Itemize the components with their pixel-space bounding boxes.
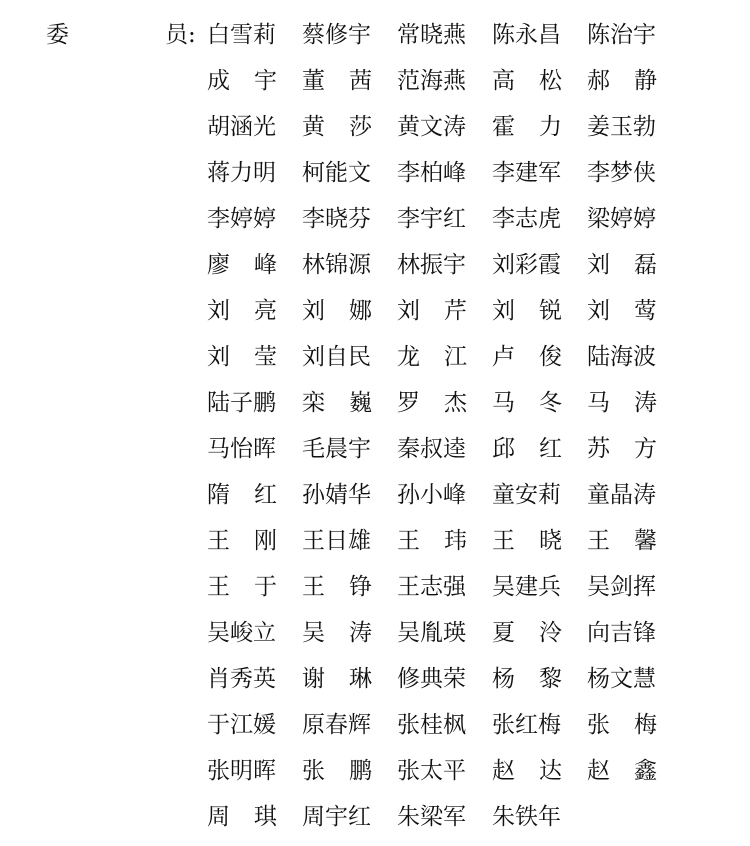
- member-name: 吴剑挥: [587, 574, 656, 600]
- member-name: 高松: [492, 68, 562, 94]
- member-name: 赵鑫: [587, 758, 657, 784]
- member-name: 梁婷婷: [587, 206, 656, 232]
- member-name: 修典荣: [397, 666, 466, 692]
- section-label-left: 委: [46, 22, 69, 48]
- member-name: 范海燕: [397, 68, 466, 94]
- member-name: 马涛: [587, 390, 657, 416]
- member-name: 张明晖: [207, 758, 276, 784]
- member-name: 李柏峰: [397, 160, 466, 186]
- member-name: 栾巍: [302, 390, 372, 416]
- member-name: 肖秀英: [207, 666, 276, 692]
- member-name: 杨黎: [492, 666, 562, 692]
- member-name: 刘彩霞: [492, 252, 561, 278]
- member-name: 李梦侠: [587, 160, 656, 186]
- member-name: 周宇红: [302, 804, 371, 830]
- member-name: 张桂枫: [397, 712, 466, 738]
- member-name: 孙婧华: [302, 482, 371, 508]
- member-name: 童安莉: [492, 482, 561, 508]
- member-name: 邱红: [492, 436, 562, 462]
- member-name: 马怡晖: [207, 436, 276, 462]
- member-name: 刘锐: [492, 298, 562, 324]
- member-name: 王玮: [397, 528, 467, 554]
- member-name: 罗杰: [397, 390, 467, 416]
- member-name: 苏方: [587, 436, 657, 462]
- member-name: 陆海波: [587, 344, 656, 370]
- member-name: 廖峰: [207, 252, 277, 278]
- member-name: 吴建兵: [492, 574, 561, 600]
- member-name: 原春辉: [302, 712, 371, 738]
- member-name: 刘芹: [397, 298, 467, 324]
- member-name: 姜玉勃: [587, 114, 656, 140]
- member-name: 张梅: [587, 712, 657, 738]
- member-name: 王于: [207, 574, 277, 600]
- member-name: 张红梅: [492, 712, 561, 738]
- member-name: 董茜: [302, 68, 372, 94]
- member-name: 李志虎: [492, 206, 561, 232]
- member-name: 童晶涛: [587, 482, 656, 508]
- member-name: 陈永昌: [492, 22, 561, 48]
- member-name: 吴峻立: [207, 620, 276, 646]
- member-name: 黄莎: [302, 114, 372, 140]
- member-name: 林锦源: [302, 252, 371, 278]
- member-name: 刘娜: [302, 298, 372, 324]
- member-name: 毛晨宇: [302, 436, 371, 462]
- member-name: 秦叔逵: [397, 436, 466, 462]
- member-name: 陆子鹏: [207, 390, 276, 416]
- member-name: 卢俊: [492, 344, 562, 370]
- member-name: 李宇红: [397, 206, 466, 232]
- member-name: 谢琳: [302, 666, 372, 692]
- member-name: 李建军: [492, 160, 561, 186]
- section-label-right: 员:: [165, 22, 196, 48]
- member-name: 刘莹: [207, 344, 277, 370]
- member-name: 刘亮: [207, 298, 277, 324]
- member-name: 王馨: [587, 528, 657, 554]
- member-name: 周琪: [207, 804, 277, 830]
- member-name: 胡涵光: [207, 114, 276, 140]
- member-name: 孙小峰: [397, 482, 466, 508]
- member-name: 蒋力明: [207, 160, 276, 186]
- member-name: 朱铁年: [492, 804, 561, 830]
- member-name: 刘磊: [587, 252, 657, 278]
- member-name: 王志强: [397, 574, 466, 600]
- member-name: 向吉锋: [587, 620, 656, 646]
- member-name: 常晓燕: [397, 22, 466, 48]
- member-name: 黄文涛: [397, 114, 466, 140]
- member-name: 霍力: [492, 114, 562, 140]
- member-name: 刘莺: [587, 298, 657, 324]
- member-name: 蔡修宇: [302, 22, 371, 48]
- member-name: 王日雄: [302, 528, 371, 554]
- member-name: 赵达: [492, 758, 562, 784]
- member-name: 王铮: [302, 574, 372, 600]
- member-name: 刘自民: [302, 344, 371, 370]
- member-name: 吴胤瑛: [397, 620, 466, 646]
- member-name: 夏泠: [492, 620, 562, 646]
- member-name: 成宇: [207, 68, 277, 94]
- member-name: 王晓: [492, 528, 562, 554]
- member-name: 隋红: [207, 482, 277, 508]
- member-name: 郝静: [587, 68, 657, 94]
- member-name: 林振宇: [397, 252, 466, 278]
- member-name-grid: [207, 18, 727, 846]
- member-name: 龙江: [397, 344, 467, 370]
- member-name: 杨文慧: [587, 666, 656, 692]
- member-name: 张鹏: [302, 758, 372, 784]
- member-name: 李婷婷: [207, 206, 276, 232]
- member-name: 陈治宇: [587, 22, 656, 48]
- member-name: 吴涛: [302, 620, 372, 646]
- member-name: 张太平: [397, 758, 466, 784]
- member-name: 马冬: [492, 390, 562, 416]
- member-name: 李晓芬: [302, 206, 371, 232]
- member-name: 王刚: [207, 528, 277, 554]
- member-name: 朱梁军: [397, 804, 466, 830]
- member-name: 白雪莉: [207, 22, 276, 48]
- member-name: 于江媛: [207, 712, 276, 738]
- member-name: 柯能文: [302, 160, 371, 186]
